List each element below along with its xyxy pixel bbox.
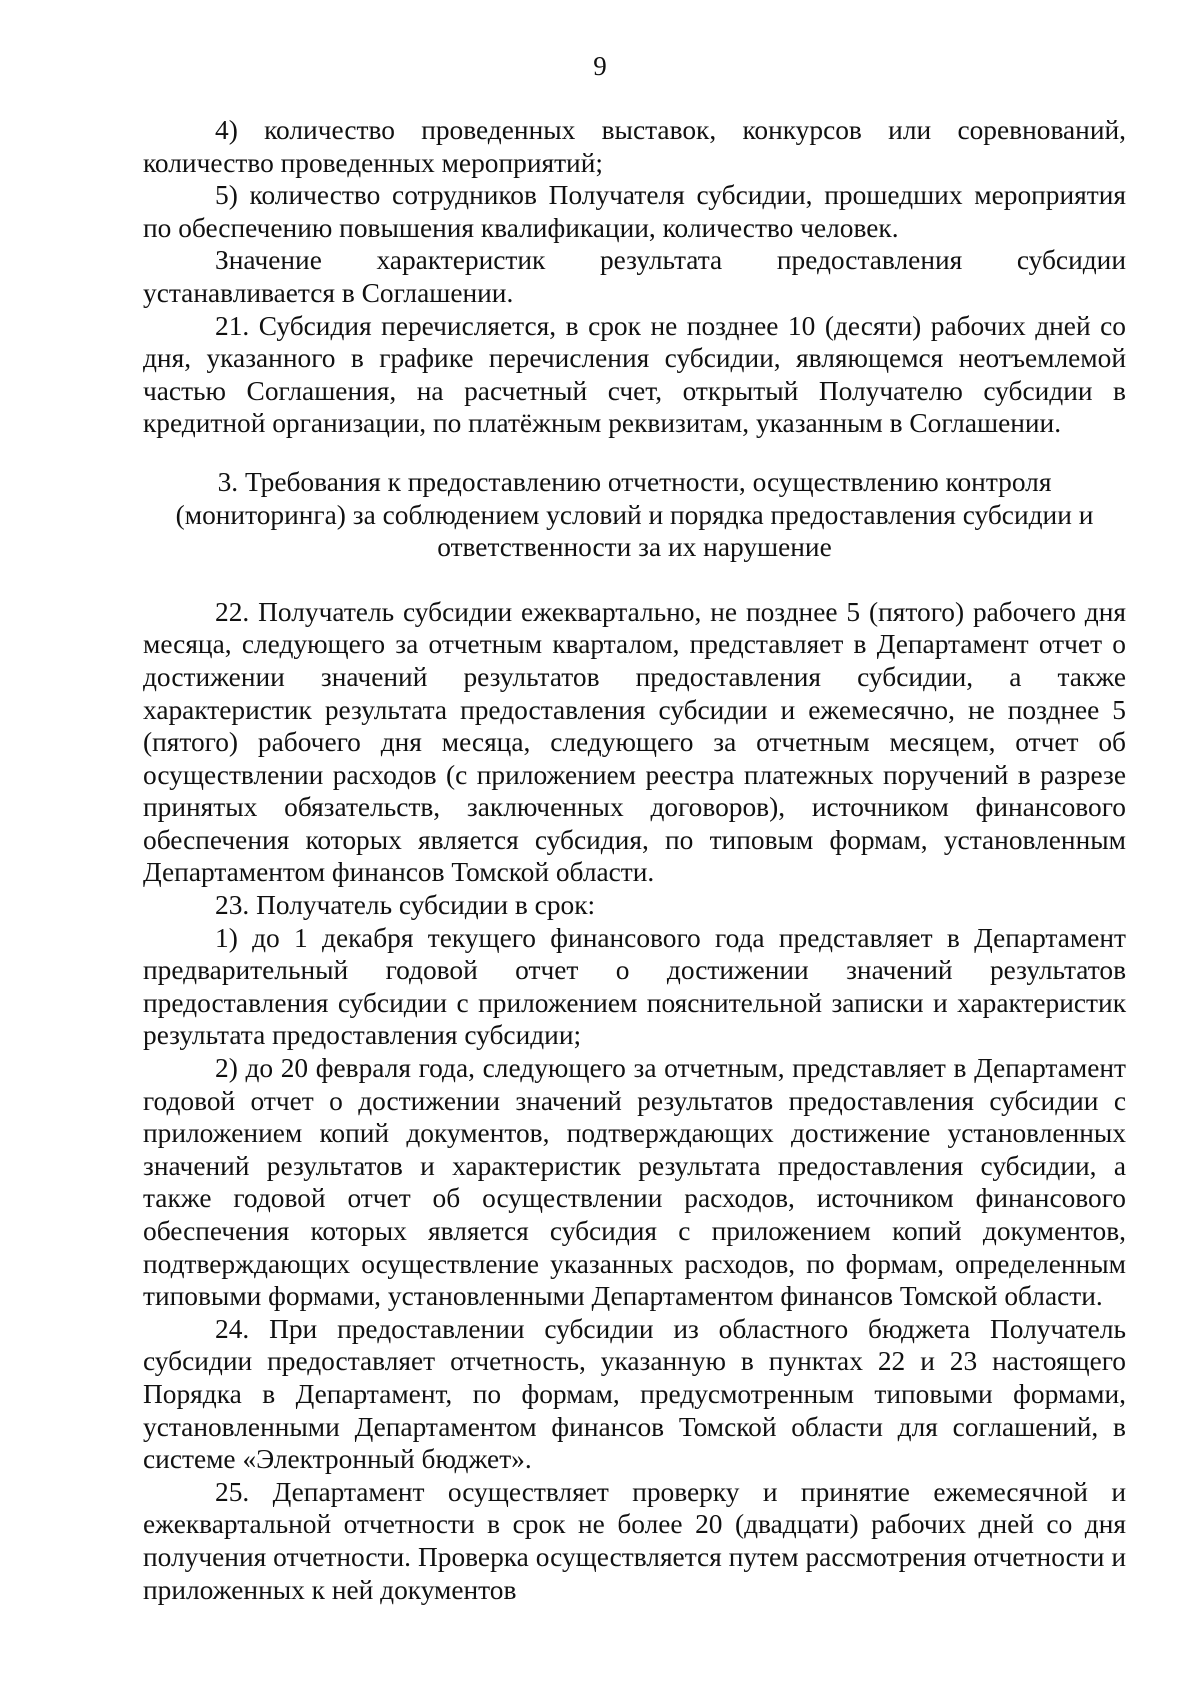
paragraph-characteristics-value: Значение характеристик результата предоставления субсидии устанавливается в Соглашении. — [143, 245, 1126, 308]
paragraph-item-4: 4) количество проведенных выставок, конкурсов или соревнований, количество проведенных мероприятий; — [143, 115, 1126, 178]
paragraph-22: 22. Получатель субсидии ежеквартально, не позднее 5 (пятого) рабочего дня месяца, следующего за отчетным кварталом, представляет в Департамент отчет о достижении значений результатов предоставления субсидии, а также характеристик результата предоставления субсидии и ежемесячно, не позднее 5 (пятого) рабочего дня месяца, следующего за отчетным месяцем, отчет об осуществлении расходов (с приложением реестра платежных поручений в разрезе принятых обязательств, заключенных договоров), источником финансового обеспечения которых является субсидия, по типовым формам, установленным Департаментом финансов Томской области. — [143, 596, 1126, 888]
paragraph-23-1: 1) до 1 декабря текущего финансового года представляет в Департамент предварительный годовой отчет о достижении значений результатов предоставления субсидии с приложением пояснительной записки и характеристик результата предоставления субсидии; — [143, 922, 1126, 1051]
paragraph-21: 21. Субсидия перечисляется, в срок не позднее 10 (десяти) рабочих дней со дня, указанного в графике перечисления субсидии, являющемся неотъемлемой частью Соглашения, на расчетный счет, открытый Получателю субсидии в кредитной организации, по платёжным реквизитам, указанным в Соглашении. — [143, 310, 1126, 439]
document-body — [143, 114, 1126, 1606]
paragraph-23-2: 2) до 20 февраля года, следующего за отчетным, представляет в Департамент годовой отчет о достижении значений результатов предоставления субсидии с приложением копий документов, подтверждающих достижение установленных значений результатов и характеристик результата предоставления субсидии, а также годовой отчет об осуществлении расходов, источником финансового обеспечения которых является субсидия с приложением копий документов, подтверждающих осуществление указанных расходов, по формам, определенным типовыми формами, установленными Департаментом финансов Томской области. — [143, 1053, 1126, 1312]
paragraph-item-5: 5) количество сотрудников Получателя субсидии, прошедших мероприятия по обеспечению повышения квалификации, количество человек. — [143, 180, 1126, 243]
page-number: 9 — [593, 51, 607, 81]
paragraph-24: 24. При предоставлении субсидии из областного бюджета Получатель субсидии предоставляет отчетность, указанную в пунктах 22 и 23 настоящего Порядка в Департамент, по формам, предусмотренным типовыми формами, установленными Департаментом финансов Томской области для соглашений, в системе «Электронный бюджет». — [143, 1313, 1126, 1475]
section-heading-line-2: (мониторинга) за соблюдением условий и порядка предоставления субсидии и — [175, 499, 1094, 530]
paragraph-23: 23. Получатель субсидии в срок: — [215, 890, 596, 921]
section-spacer — [143, 564, 1126, 596]
paragraph-25: 25. Департамент осуществляет проверку и принятие ежемесячной и ежеквартальной отчетности в срок не более 20 (двадцати) рабочих дней со дня получения отчетности. Проверка осуществляется путем рассмотрения отчетности и приложенных к ней документов — [143, 1476, 1126, 1605]
section-heading — [143, 466, 1126, 564]
section-heading-line-3: ответственности за их нарушение — [437, 532, 832, 563]
section-heading-line-1: 3. Требования к предоставлению отчетности, осуществлению контроля — [217, 466, 1052, 497]
